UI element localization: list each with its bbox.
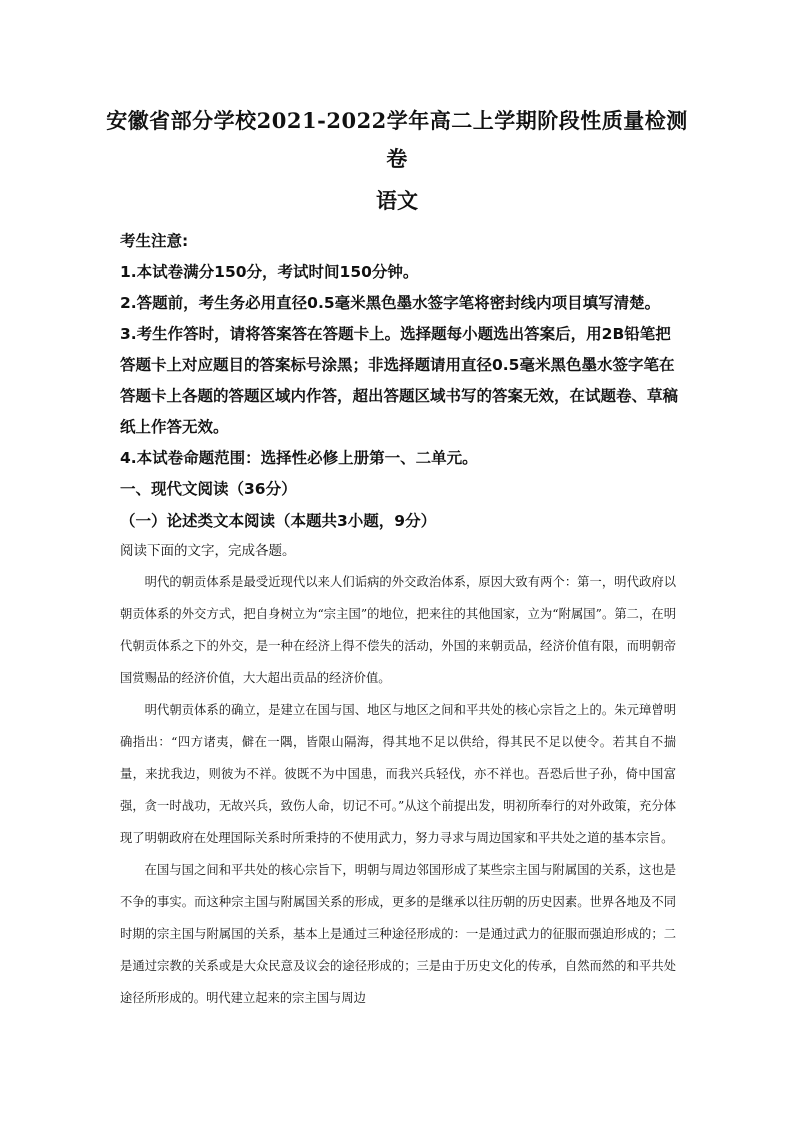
note-item-1: 1.本试卷满分150分，考试时间150分钟。: [120, 263, 419, 281]
reading-instruction: 阅读下面的文字，完成各题。: [120, 543, 296, 559]
note-item-4: 4.本试卷命题范围：选择性必修上册第一、二单元。: [120, 449, 478, 467]
section-heading: 一、现代文阅读（36分）: [120, 480, 297, 498]
note-item-2: 2.答题前，考生务必用直径0.5毫米黑色墨水签字笔将密封线内项目填写清楚。: [120, 294, 661, 312]
passage-paragraph-3: 在国与国之间和平共处的核心宗旨下，明朝与周边邻国形成了某些宗主国与附属国的关系，这也是不争的事实。而这种宗主国与附属国关系的形成，更多的是继承以往历朝的历史因素。世界各地及不同时期的宗主国与附属国的关系，基本上是通过三种途径形成的：一是通过武力的征服而强迫形成的；二是通过宗教的关系或是大众民意及议会的途径形成的；三是由于历史文化的传承，自然而然的和平共处途径所形成的。明代建立起来的宗主国与周边: [120, 863, 676, 1005]
notes-heading: 考生注意:: [120, 232, 189, 250]
passage-paragraph-1: 明代的朝贡体系是最受近现代以来人们诟病的外交政治体系，原因大致有两个：第一，明代政府以朝贡体系的外交方式，把自身树立为“宗主国”的地位，把来往的其他国家，立为“附属国”。第二，在明代朝贡体系之下的外交，是一种在经济上得不偿失的活动，外国的来朝贡品，经济价值有限，而明朝帝国赏赐品的经济价值，大大超出贡品的经济价值。: [120, 575, 676, 685]
subject-title: 语文: [376, 188, 418, 213]
subsection-heading: （一）论述类文本阅读（本题共3小题，9分）: [120, 512, 437, 530]
document-title: 安徽省部分学校2021-2022学年高二上学期阶段性质量检测卷: [106, 108, 688, 171]
exam-notes: [120, 226, 680, 474]
note-item-3: 3.考生作答时，请将答案答在答题卡上。选择题每小题选出答案后，用2B铅笔把答题卡上对应题目的答案标号涂黑；非选择题请用直径0.5毫米黑色墨水签字笔在答题卡上各题的答题区域内作答，超出答题区域书写的答案无效，在试题卷、草稿纸上作答无效。: [120, 325, 679, 436]
reading-passage: [120, 566, 676, 1014]
passage-paragraph-2: 明代朝贡体系的确立，是建立在国与国、地区与地区之间和平共处的核心宗旨之上的。朱元璋曾明确指出：“四方诸夷，僻在一隅，皆限山隔海，得其地不足以供给，得其民不足以使令。若其自不揣量，来扰我边，则彼为不祥。彼既不为中国患，而我兴兵轻伐，亦不祥也。吾恐后世子孙，倚中国富强，贪一时战功，无故兴兵，致伤人命，切记不可。”从这个前提出发，明初所奉行的对外政策，充分体现了明朝政府在处理国际关系时所秉持的不使用武力，努力寻求与周边国家和平共处之道的基本宗旨。: [120, 703, 676, 845]
